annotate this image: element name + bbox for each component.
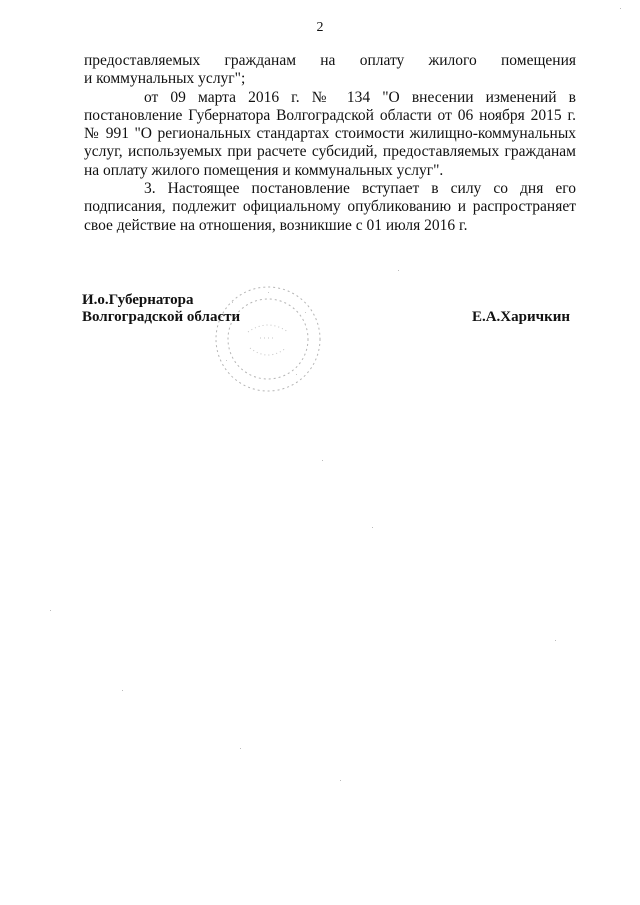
scan-speck: [340, 780, 341, 781]
signatory-name: Е.А.Харичкин: [471, 309, 570, 325]
signatory-position-line1: И.о.Губернатора: [82, 292, 194, 308]
page-number: 2: [316, 20, 324, 35]
paragraph-effective-date: 3. Настоящее постановление вступает в силу со дня его подписания, подлежит официальному опубликованию и распространяет свое действие на отношения, возникшие с 01 июля 2016 г.: [84, 180, 576, 234]
paragraph-amendment: от 09 марта 2016 г. № 134 "О внесении изменений в постановление Губернатора Волгоградской области от 06 ноября 2015 г. № 991 "О региональных стандартах стоимости жилищно-коммунальных услуг, используемых при расчете субсидий, предоставляемых гражданам на оплату жилого помещения и коммунальных услуг".: [84, 88, 576, 179]
scan-speck: [322, 460, 323, 461]
scan-speck: [555, 640, 556, 641]
scan-speck: [122, 690, 123, 691]
signatory-position-line2: Волгоградской области: [82, 309, 241, 325]
scan-speck: [398, 270, 399, 271]
scan-speck: [372, 527, 373, 528]
scan-speck: [620, 8, 621, 9]
scan-speck: [50, 610, 51, 611]
scan-speck: [240, 748, 241, 749]
document-body: [84, 52, 576, 235]
paragraph-continuation-2: и коммунальных услуг";: [84, 70, 246, 88]
paragraph-continuation-1: предоставляемых гражданам на оплату жилого помещения: [84, 52, 576, 69]
signatory-position: [82, 292, 240, 326]
